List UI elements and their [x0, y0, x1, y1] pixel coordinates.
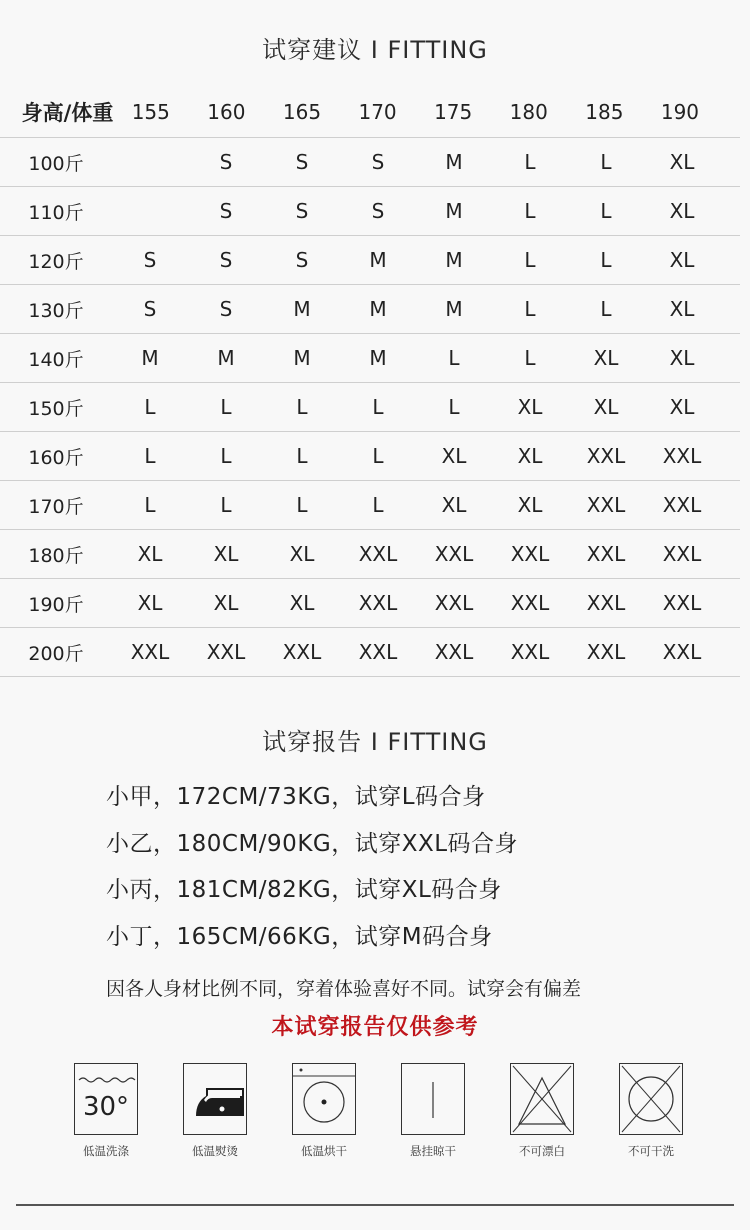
size-cell: L [600, 297, 612, 321]
size-cell: XXL [434, 542, 474, 566]
size-cell: XL [669, 248, 695, 272]
size-cell: XXL [662, 591, 702, 615]
size-cell: M [293, 297, 311, 321]
size-cell: XL [517, 444, 543, 468]
height-header: 155 [131, 99, 170, 124]
weight-cell: 100斤 [28, 152, 84, 175]
height-header: 175 [434, 99, 473, 124]
care-item-dry [289, 1063, 359, 1159]
weight-cell: 150斤 [28, 397, 84, 420]
size-cell: XL [137, 591, 163, 615]
size-cell: XXL [510, 591, 550, 615]
size-cell: L [144, 493, 156, 517]
care-label: 低温熨烫 [192, 1144, 238, 1158]
size-cell: S [371, 199, 385, 223]
size-cell: XL [669, 395, 695, 419]
table-row [0, 187, 740, 236]
size-cell: XL [441, 493, 467, 517]
height-header: 185 [585, 99, 624, 124]
bottom-divider [16, 1204, 734, 1206]
size-cell: L [524, 346, 536, 370]
reference-only-note: 本试穿报告仅供参考 [271, 1015, 479, 1040]
size-cell: M [369, 297, 387, 321]
table-row [0, 285, 740, 334]
size-cell: XXL [434, 640, 474, 664]
weight-cell: 140斤 [28, 348, 84, 371]
header-label: 身高/体重 [21, 100, 114, 125]
size-cell: L [372, 493, 384, 517]
size-cell: XXL [358, 640, 398, 664]
table-row [0, 138, 740, 187]
size-cell: XL [669, 346, 695, 370]
size-cell: XL [593, 395, 619, 419]
size-cell: M [445, 297, 463, 321]
size-cell: XXL [510, 640, 550, 664]
table-header-row [0, 86, 740, 138]
size-cell: XXL [662, 493, 702, 517]
size-cell: L [372, 444, 384, 468]
report-line: 小甲，172CM/73KG，试穿L码合身 [106, 784, 486, 810]
size-cell: XXL [358, 591, 398, 615]
size-cell: M [445, 248, 463, 272]
size-cell: L [144, 444, 156, 468]
tumble-dry-low-icon [292, 1063, 356, 1135]
height-header: 160 [207, 99, 246, 124]
size-cell: L [600, 248, 612, 272]
table-row [0, 579, 740, 628]
size-cell: XXL [662, 444, 702, 468]
size-cell: XL [669, 199, 695, 223]
report-line: 小乙，180CM/90KG，试穿XXL码合身 [106, 830, 519, 857]
weight-cell: 170斤 [28, 495, 84, 518]
weight-cell: 120斤 [28, 250, 84, 273]
size-cell: S [219, 297, 233, 321]
size-cell: L [296, 493, 308, 517]
size-chart-table [0, 86, 740, 677]
wash-temperature: 30° [82, 1092, 130, 1122]
size-cell: XXL [282, 640, 322, 664]
size-cell: L [372, 395, 384, 419]
size-cell: XL [213, 591, 239, 615]
no-dry-clean-icon [619, 1063, 683, 1135]
size-cell: M [445, 150, 463, 174]
size-cell: S [143, 297, 157, 321]
size-cell: XL [213, 542, 239, 566]
size-cell: S [295, 199, 309, 223]
size-cell: M [369, 346, 387, 370]
report-line: 小丙，181CM/82KG，试穿XL码合身 [106, 877, 502, 903]
care-label: 不可漂白 [519, 1144, 565, 1158]
size-cell: M [293, 346, 311, 370]
size-cell: XXL [434, 591, 474, 615]
size-cell: M [141, 346, 159, 370]
weight-cell: 190斤 [28, 593, 84, 616]
size-cell: S [295, 150, 309, 174]
size-cell: L [296, 395, 308, 419]
table-row [0, 432, 740, 481]
size-cell: XXL [130, 640, 170, 664]
table-row [0, 383, 740, 432]
size-cell: S [371, 150, 385, 174]
table-row [0, 334, 740, 383]
size-cell: S [219, 150, 233, 174]
height-header: 180 [509, 99, 548, 124]
size-cell: XXL [510, 542, 550, 566]
size-cell: M [217, 346, 235, 370]
size-cell: XL [289, 542, 315, 566]
size-cell: XXL [586, 542, 626, 566]
size-cell: XL [289, 591, 315, 615]
size-cell: L [144, 395, 156, 419]
disclaimer-note: 因各人身材比例不同，穿着体验喜好不同。试穿会有偏差 [106, 978, 582, 1000]
size-cell: XXL [586, 640, 626, 664]
size-cell: S [295, 248, 309, 272]
size-cell: L [448, 346, 460, 370]
care-item-no-dry-clean [616, 1063, 686, 1159]
size-cell: L [524, 248, 536, 272]
size-cell: L [448, 395, 460, 419]
weight-cell: 160斤 [28, 446, 84, 469]
height-header: 190 [660, 99, 700, 124]
size-cell: XXL [586, 493, 626, 517]
care-label: 低温洗涤 [83, 1144, 129, 1158]
size-cell: XL [669, 150, 695, 174]
care-item-line-dry [398, 1063, 468, 1159]
size-cell: XL [517, 493, 543, 517]
size-cell: L [600, 150, 612, 174]
size-cell: XXL [662, 640, 702, 664]
height-header: 165 [282, 99, 322, 124]
care-item-wash [71, 1063, 141, 1159]
size-cell: M [369, 248, 387, 272]
care-item-iron [180, 1063, 250, 1159]
line-dry-icon [401, 1063, 465, 1135]
size-cell: XL [517, 395, 543, 419]
size-cell: XL [137, 542, 163, 566]
height-header: 170 [358, 99, 397, 124]
size-cell: XL [441, 444, 467, 468]
care-label: 低温烘干 [301, 1144, 347, 1158]
table-row [0, 481, 740, 530]
care-label: 不可干洗 [628, 1144, 674, 1158]
weight-cell: 110斤 [28, 201, 84, 224]
wash-30-icon [74, 1063, 138, 1135]
weight-cell: 180斤 [28, 544, 84, 567]
size-cell: L [220, 493, 232, 517]
size-cell: L [524, 199, 536, 223]
table-row [0, 530, 740, 579]
weight-cell: 200斤 [28, 642, 84, 665]
size-cell: XXL [586, 444, 626, 468]
size-cell: M [445, 199, 463, 223]
size-cell: L [600, 199, 612, 223]
report-line: 小丁，165CM/66KG，试穿M码合身 [106, 923, 493, 950]
size-cell: S [143, 248, 157, 272]
size-cell: XL [593, 346, 619, 370]
size-cell: S [219, 248, 233, 272]
no-bleach-icon [510, 1063, 574, 1135]
weight-cell: 130斤 [28, 299, 84, 322]
size-cell: L [524, 297, 536, 321]
iron-low-icon [183, 1063, 247, 1135]
size-cell: L [220, 395, 232, 419]
table-row [0, 628, 740, 677]
fitting-report-list [106, 780, 518, 966]
size-cell: L [220, 444, 232, 468]
size-cell: L [524, 150, 536, 174]
size-cell: XXL [586, 591, 626, 615]
care-label: 悬挂晾干 [410, 1144, 456, 1158]
fitting-title: 试穿建议 I FITTING [262, 36, 488, 64]
report-title: 试穿报告 I FITTING [262, 728, 488, 756]
size-cell: L [296, 444, 308, 468]
size-cell: S [219, 199, 233, 223]
size-cell: XXL [206, 640, 246, 664]
size-cell: XXL [662, 542, 702, 566]
table-row [0, 236, 740, 285]
care-item-no-bleach [507, 1063, 577, 1159]
size-cell: XL [669, 297, 695, 321]
size-cell: XXL [358, 542, 398, 566]
